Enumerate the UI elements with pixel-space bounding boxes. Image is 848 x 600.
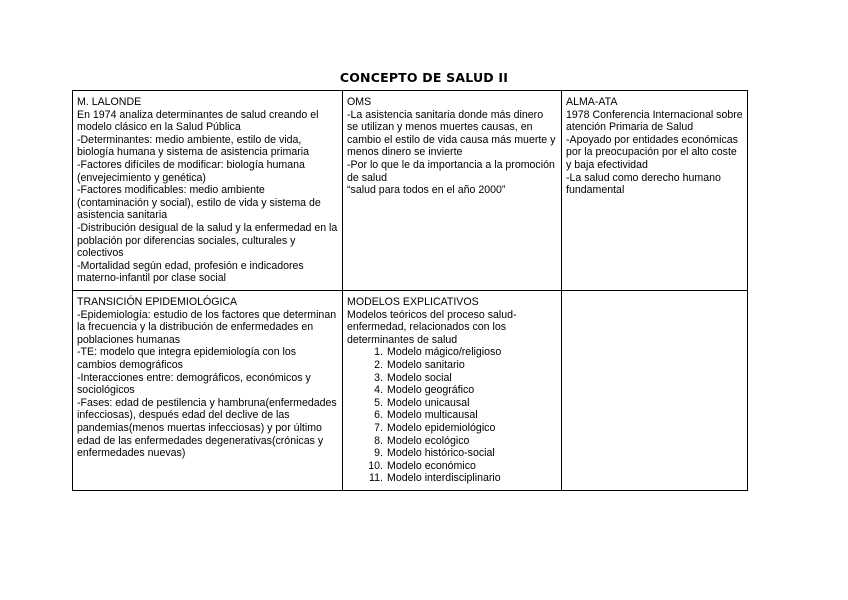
- cell-heading: M. LALONDE: [77, 96, 142, 108]
- list-label: Modelo interdisciplinario: [387, 472, 501, 485]
- list-item: [347, 384, 557, 397]
- list-item: [347, 409, 557, 422]
- cell-transicion: [73, 291, 343, 491]
- list-item: [347, 422, 557, 435]
- page-title: CONCEPTO DE SALUD II: [339, 70, 509, 85]
- list-number: 6.: [374, 409, 383, 422]
- list-item: [347, 397, 557, 410]
- list-number: 7.: [374, 421, 383, 434]
- cell-heading: ALMA-ATA: [566, 96, 618, 108]
- cell-heading: TRANSICIÓN EPIDEMIOLÓGICA: [77, 296, 238, 308]
- cell-text: -Fases: edad de pestilencia y hambruna(enfermedades infecciosas), después edad del declive de las pandemias(menos muertas infecciosas) y por último edad de las enfermedades degenerativas(crónicas y enfermedades nuevas): [77, 396, 337, 460]
- list-number: 1.: [374, 346, 383, 359]
- cell-heading: MODELOS EXPLICATIVOS: [347, 296, 479, 308]
- cell-text: -Por lo que le da importancia a la promoción de salud: [347, 158, 555, 184]
- cell-text: “salud para todos en el año 2000”: [347, 184, 506, 197]
- list-label: Modelo multicausal: [387, 409, 478, 422]
- cell-text: -Determinantes: medio ambiente, estilo de vida, biología humana y sistema de asistencia primaria: [77, 133, 310, 159]
- cell-text: -La asistencia sanitaria donde más dinero se utilizan y menos muertes causas, en cambio el estilo de vida causa más muerte y menos dinero se invierte: [347, 108, 556, 159]
- cell-text: -Interacciones entre: demográficos, económicos y sociológicos: [77, 371, 311, 397]
- list-label: Modelo histórico-social: [387, 447, 495, 460]
- list-number: 11.: [369, 472, 383, 485]
- models-list: [347, 346, 557, 485]
- list-number: 9.: [374, 447, 383, 460]
- cell-text: -La salud como derecho humano fundamental: [566, 171, 721, 197]
- list-number: 4.: [374, 384, 383, 397]
- list-item: [347, 435, 557, 448]
- cell-text: -Factores difíciles de modificar: biología humana (envejecimiento y genética): [77, 158, 305, 184]
- cell-heading: OMS: [347, 96, 372, 108]
- list-label: Modelo geográfico: [387, 384, 475, 397]
- cell-text: Modelos teóricos del proceso salud-enfermedad, relacionados con los determinantes de salud: [347, 308, 517, 346]
- list-label: Modelo económico: [387, 459, 476, 472]
- list-number: 2.: [374, 358, 383, 371]
- list-item: [347, 472, 557, 485]
- cell-text: -Mortalidad según edad, profesión e indicadores materno-infantil por clase social: [77, 259, 304, 285]
- list-number: 10.: [368, 459, 383, 472]
- cell-text: -TE: modelo que integra epidemiología con los cambios demográficos: [77, 346, 297, 371]
- list-item: [347, 346, 557, 359]
- table-row: [73, 291, 748, 491]
- list-item: [347, 460, 557, 473]
- list-label: Modelo epidemiológico: [387, 421, 496, 434]
- cell-text: En 1974 analiza determinantes de salud creando el modelo clásico en la Salud Pública: [77, 108, 319, 134]
- list-label: Modelo social: [387, 371, 452, 384]
- list-item: [347, 447, 557, 460]
- list-number: 3.: [374, 371, 383, 384]
- cell-oms: [343, 91, 562, 291]
- list-label: Modelo ecológico: [387, 434, 470, 447]
- cell-text: -Epidemiología: estudio de los factores que determinan la frecuencia y la distribución de enfermedades en poblaciones humanas: [77, 308, 337, 346]
- list-label: Modelo sanitario: [387, 358, 465, 371]
- cell-text: -Distribución desigual de la salud y la enfermedad en la población por diferencias sociales, culturales y colectivos: [77, 221, 338, 260]
- list-number: 8.: [374, 434, 383, 447]
- cell-modelos: [343, 291, 562, 491]
- concept-table: [72, 90, 748, 491]
- cell-text: -Apoyado por entidades económicas por la preocupación por el alto coste y baja efectividad: [566, 133, 738, 171]
- cell-text: 1978 Conferencia Internacional sobre atención Primaria de Salud: [566, 108, 743, 134]
- cell-alma-ata: [562, 91, 748, 291]
- list-item: [347, 359, 557, 372]
- cell-text: -Factores modificables: medio ambiente (contaminación y social), estilo de vida y sistema de asistencia sanitaria: [77, 184, 321, 222]
- list-number: 5.: [374, 396, 383, 409]
- list-label: Modelo mágico/religioso: [387, 346, 502, 359]
- table-row: [73, 91, 748, 291]
- list-label: Modelo unicausal: [387, 396, 470, 409]
- cell-empty: [562, 291, 748, 491]
- cell-lalonde: [73, 91, 343, 291]
- list-item: [347, 372, 557, 385]
